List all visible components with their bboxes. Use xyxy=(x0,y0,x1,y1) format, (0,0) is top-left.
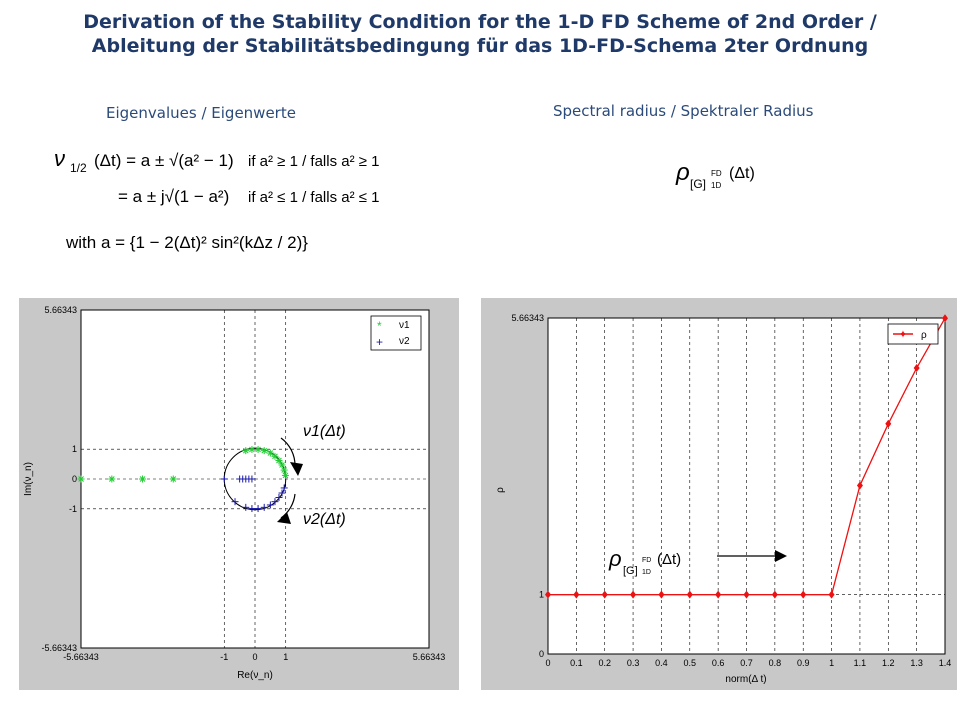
x-tick-label: 1.4 xyxy=(938,658,952,668)
rho-subscript-1d: 1D xyxy=(711,181,722,190)
rho-symbol: ρ xyxy=(676,159,690,186)
legend-marker: ✦ xyxy=(898,329,908,341)
x-tick-label: -5.66343 xyxy=(63,652,99,662)
x-tick-label: 1 xyxy=(283,652,289,662)
x-tick-label: 5.66343 xyxy=(412,652,446,662)
eigenvalue-formulas xyxy=(48,136,428,276)
point-v1 xyxy=(255,446,262,453)
title-line-1: Derivation of the Stability Condition for the 1-D FD Scheme of 2nd Order / xyxy=(83,11,877,33)
legend-label-v1: ν1 xyxy=(399,320,410,331)
y-axis-label: ρ xyxy=(495,487,506,493)
point-v1 xyxy=(108,476,115,483)
spectral-radius-heading: Spectral radius / Spektraler Radius xyxy=(553,102,814,120)
y-tick-label: 5.66343 xyxy=(44,305,77,315)
legend-marker-v2: + xyxy=(376,335,384,349)
x-tick-label: 0.2 xyxy=(598,658,611,668)
y-tick-label: 1 xyxy=(71,444,77,455)
formula-line-2: = a ± j√(1 − a²) xyxy=(118,187,230,206)
y-tick-label: -1 xyxy=(68,503,77,514)
annotation-rho-symbol: ρ xyxy=(609,546,622,571)
legend-marker-v1: * xyxy=(377,319,382,333)
title-line-2: Ableitung der Stabilitätsbedingung für das 1D-FD-Schema 2ter Ordnung xyxy=(91,35,869,57)
formula-line-3: with a = {1 − 2(Δt)² sin²(kΔz / 2)} xyxy=(66,233,308,252)
spectral-radius-line-chart xyxy=(481,298,957,690)
legend xyxy=(888,324,938,344)
formula-condition-2: if a² ≤ 1 / falls a² ≤ 1 xyxy=(248,189,380,206)
x-tick-label: 1.1 xyxy=(853,658,867,668)
rho-argument: (Δt) xyxy=(729,165,755,182)
x-tick-label: 0 xyxy=(545,658,551,668)
x-tick-label: 0.1 xyxy=(570,658,583,668)
point-v1 xyxy=(282,472,289,479)
page-title xyxy=(0,10,960,58)
y-tick-label: -5.66343 xyxy=(41,643,77,653)
eigenvalues-heading: Eigenvalues / Eigenwerte xyxy=(106,104,296,122)
y-tick-label: 1 xyxy=(538,589,544,600)
annotation-rho-subscript: [G] xyxy=(623,565,638,577)
legend-label-rho: ρ xyxy=(921,330,927,341)
point-v1 xyxy=(170,476,177,483)
y-tick-label: 5.66343 xyxy=(511,313,544,323)
annotation-v1: ν1(Δt) xyxy=(303,423,346,440)
x-tick-label: 0.3 xyxy=(626,658,640,668)
x-axis-label: norm(Δ t) xyxy=(725,674,767,685)
y-tick-label: 0 xyxy=(538,649,544,659)
x-tick-label: 0.4 xyxy=(655,658,668,668)
point-v1 xyxy=(261,447,268,454)
legend-label-v2: ν2 xyxy=(399,336,410,347)
x-axis-label: Re(ν_n) xyxy=(237,670,273,681)
formula-condition-1: if a² ≥ 1 / falls a² ≥ 1 xyxy=(248,153,380,170)
point-v1 xyxy=(281,467,288,474)
point-v1 xyxy=(78,476,85,483)
x-tick-label: 0.6 xyxy=(711,658,725,668)
x-tick-label: 0.5 xyxy=(683,658,697,668)
rho-superscript-fd: FD xyxy=(711,169,722,178)
point-v1 xyxy=(267,450,274,457)
point-v1 xyxy=(275,457,282,464)
x-tick-label: -1 xyxy=(220,652,229,662)
legend xyxy=(371,316,421,350)
spectral-radius-symbol xyxy=(674,148,774,198)
annotation-rho-fd: FD xyxy=(642,557,652,564)
spectral-radius-chart-panel xyxy=(481,298,957,690)
y-tick-label: 0 xyxy=(71,474,77,484)
x-tick-label: 0.7 xyxy=(740,658,753,668)
annotation-rho-argument: (Δt) xyxy=(657,551,682,568)
eigenvalue-scatter-chart xyxy=(19,298,459,690)
x-tick-label: 1.3 xyxy=(910,658,923,668)
point-v1 xyxy=(248,446,255,453)
x-tick-label: 0 xyxy=(252,652,258,662)
x-tick-label: 1.2 xyxy=(882,658,895,668)
point-v1 xyxy=(242,447,249,454)
y-axis-label: Im(ν_n) xyxy=(23,462,34,496)
formula-nu-symbol: ν xyxy=(54,146,65,171)
x-tick-label: 0.9 xyxy=(796,658,810,668)
annotation-v2: ν2(Δt) xyxy=(303,511,346,528)
rho-subscript: [G] xyxy=(690,177,707,191)
x-tick-label: 0.8 xyxy=(768,658,782,668)
point-v1 xyxy=(139,476,146,483)
formula-nu-subscript: 1/2 xyxy=(70,161,87,175)
annotation-rho-1d: 1D xyxy=(642,569,651,576)
formula-line-1: (Δt) = a ± √(a² − 1) xyxy=(94,151,234,170)
x-tick-label: 1 xyxy=(829,658,835,668)
eigenvalue-chart-panel xyxy=(19,298,459,690)
